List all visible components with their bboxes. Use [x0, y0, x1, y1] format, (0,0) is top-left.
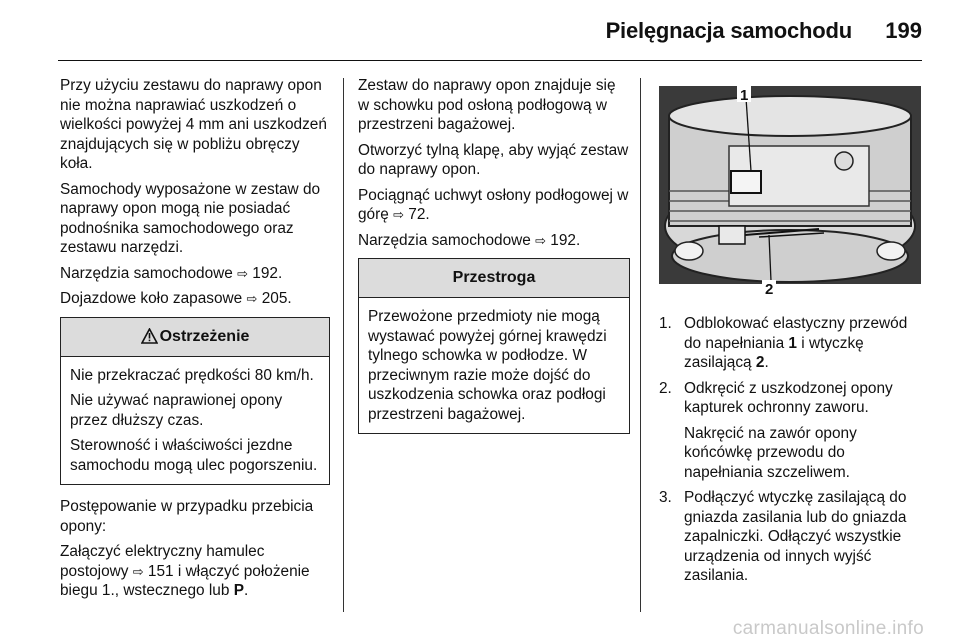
column-2 — [358, 76, 630, 446]
column-3 — [659, 76, 925, 592]
step-text: . — [764, 354, 769, 371]
reference-arrow-icon: ⇨ — [535, 232, 546, 248]
paragraph — [60, 542, 330, 601]
warning-text: Sterowność i właściwości jezdne samochodu mogą ulec pogorszeniu. — [70, 437, 318, 474]
warning-box-header — [61, 318, 329, 357]
reference-page: 192. — [252, 264, 283, 282]
warning-box-title: Ostrzeżenie — [159, 327, 250, 345]
reference-text: Narzędzia samochodowe — [358, 231, 531, 249]
reference-arrow-icon: ⇨ — [237, 265, 248, 281]
reference-arrow-icon: ⇨ — [393, 207, 404, 222]
step-number: 1. — [659, 315, 672, 332]
paragraph: Otworzyć tylną klapę, aby wyjąć zestaw do naprawy opon. — [358, 141, 629, 178]
paragraph: Przy użyciu zestawu do naprawy opon nie można naprawiać uszkodzeń o wielkości powyżej 4 mm ani uszkodzeń znajdujących się w pobliżu obręczy koła. — [60, 77, 327, 172]
step-text: Odblokować elastyczny przewód do napełniania — [684, 315, 908, 352]
callout-1-label: 1 — [740, 87, 749, 104]
step-text: Podłączyć wtyczkę zasilającą do gniazda zasilania lub do gniazda zapalniczki. Odłączyć wszystkie urządzenia od innych wyjść zasilania. — [684, 489, 907, 584]
tire-repair-kit-illustration — [659, 76, 921, 298]
reference-text: Pociągnąć uchwyt osłony podłogowej w górę — [358, 186, 629, 223]
column-1 — [60, 76, 330, 607]
list-item — [659, 488, 925, 586]
column-divider-left — [343, 78, 344, 612]
step-text: Odkręcić z uszkodzonej opony kapturek ochronny zaworu. — [684, 379, 893, 416]
step-text: i wtyczkę zasilającą — [684, 334, 864, 371]
caution-text: Przewożone przedmioty nie mogą wystawać powyżej górnej krawędzi tylnego schowka w podłodze. W przeciwnym razie może dojść do uszkodzenia schowka oraz podłogi przestrzeni bagażowej. — [368, 308, 607, 423]
cross-reference[interactable] — [60, 264, 330, 284]
warning-text: Nie przekraczać prędkości 80 km/h. — [70, 366, 314, 384]
warning-text: Nie używać naprawionej opony przez dłuższy czas. — [70, 392, 283, 429]
page-number: 199 — [885, 18, 922, 43]
cross-reference[interactable] — [358, 231, 630, 251]
step-number: 2. — [659, 379, 672, 397]
cross-reference[interactable] — [358, 186, 630, 225]
text-span: 151 i włączyć położenie biegu 1., wstecznego lub — [60, 562, 310, 599]
list-item — [659, 379, 925, 483]
reference-page: 192. — [550, 231, 581, 249]
header-title: Pielęgnacja samochodu — [605, 18, 852, 43]
tire-repair-kit-figure — [659, 76, 921, 298]
caution-box-header: Przestroga — [359, 259, 629, 298]
reference-text: Dojazdowe koło zapasowe — [60, 290, 243, 307]
header-rule — [58, 60, 922, 61]
list-item — [659, 314, 925, 373]
reference-arrow-icon[interactable]: ⇨ — [132, 563, 144, 579]
step-text: Nakręcić na zawór opony końcówkę przewodu do napełniania szczeliwem. — [684, 424, 857, 481]
step-number: 3. — [659, 489, 672, 506]
callout-2-label: 2 — [765, 281, 774, 298]
warning-triangle-icon — [141, 328, 158, 344]
watermark: carmanualsonline.info — [732, 618, 924, 639]
text-span: Załączyć elektryczny hamulec postojowy — [60, 543, 265, 580]
reference-text: Narzędzia samochodowe — [60, 264, 233, 282]
paragraph: Postępowanie w przypadku przebicia opony: — [60, 498, 314, 535]
reference-arrow-icon: ⇨ — [246, 291, 258, 306]
paragraph: Zestaw do naprawy opon znajduje się w schowku pod osłoną podłogową w przestrzeni bagażowej. — [358, 77, 616, 133]
instruction-steps — [659, 314, 925, 586]
bold-text: 2 — [755, 354, 765, 371]
cross-reference[interactable] — [60, 289, 330, 309]
paragraph: Samochody wyposażone w zestaw do naprawy opon mogą nie posiadać podnośnika samochodowego oraz zestawu narzędzi. — [60, 180, 321, 256]
text-span: . — [243, 582, 249, 599]
bold-text: P — [233, 582, 244, 599]
bold-text: 1 — [788, 334, 797, 352]
caution-box — [358, 258, 630, 434]
reference-page: 205. — [261, 290, 292, 307]
reference-page: 72. — [408, 206, 430, 223]
column-divider-right — [640, 78, 641, 612]
warning-box — [60, 317, 330, 486]
